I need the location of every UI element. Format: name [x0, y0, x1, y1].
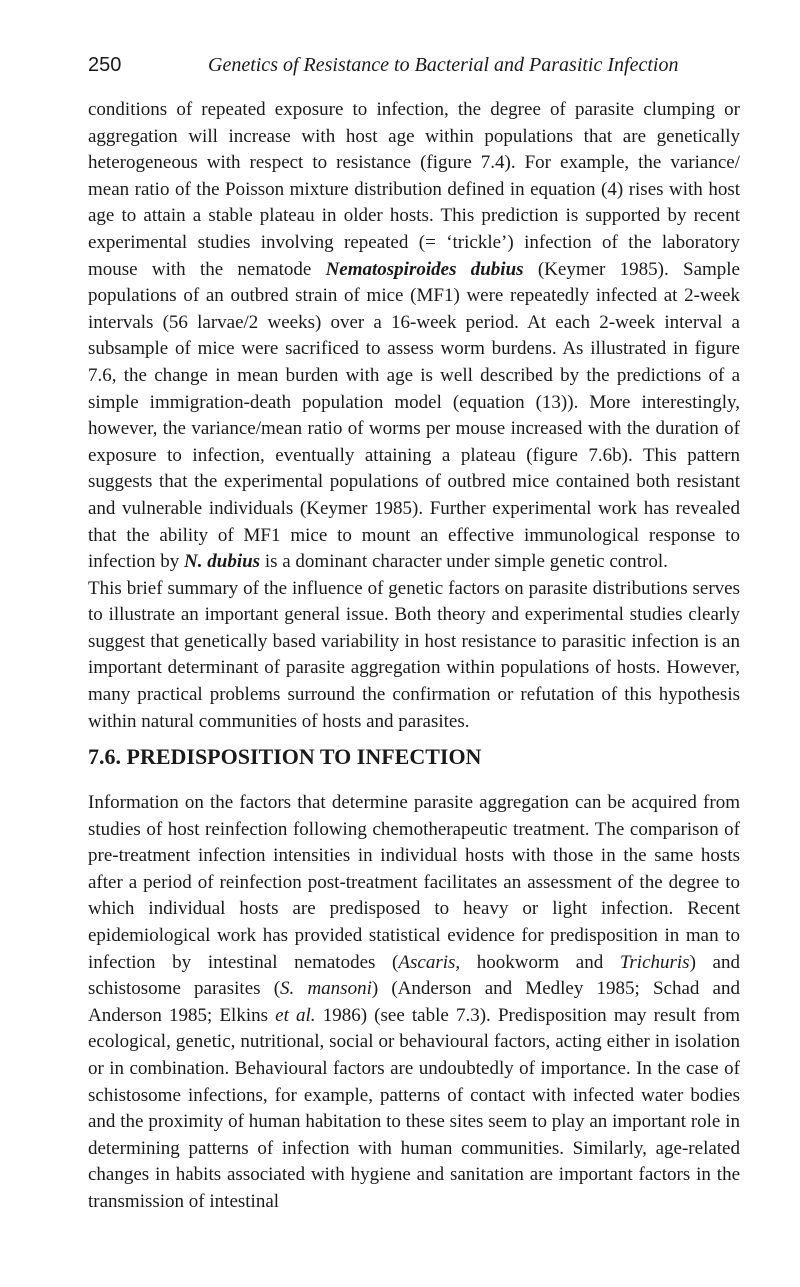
- genus-name: Ascaris,: [398, 951, 461, 973]
- section-heading: 7.6. PREDISPOSITION TO INFECTION: [88, 744, 482, 769]
- paragraph-1-text-a: conditions of repeated exposure to infection, the degree of parasite clumping or aggregation will increase with host age within populations that are genetically heterogeneous with respect to resistance (figure 7.4). For example, the variance/ mean ratio of the Poisson mixture distribution defined in equation (4) rises with host age to attain a stable plateau in older hosts. This prediction is supported by recent experimental studies involving repeated (= ‘trickle’) infection of the laboratory mouse with the nematode: [88, 99, 740, 280]
- paragraph-3-text-a: Information on the factors that determine parasite aggregation can be acquired from studies of host reinfection following chemotherapeutic treatment. The comparison of pre-treatment infection intensities in individual hosts with those in the same hosts after a period of reinfection post-treatment facilitates an assessment of the degree to which individual hosts are predisposed to heavy or light infection. Recent epidemiological work has provided statistical evidence for predisposition in man to infection by intestinal nematodes (: [88, 792, 740, 973]
- genus-name: Trichuris: [619, 951, 690, 973]
- paragraph-3-text-b: hookworm and: [460, 951, 620, 973]
- species-name: S. mansoni: [280, 978, 372, 1000]
- paragraph-1-text-b: (Keymer 1985). Sample populations of an outbred strain of mice (MF1) were repeatedly infected at 2-week intervals (56 larvae/2 weeks) over a 16-week period. At each 2-week interval a subsample of mice were sacrificed to assess worm burdens. As illustrated in figure 7.6, the change in mean burden with age is well described by the predictions of a simple immigration-death population model (equation (13)). More interestingly, however, the variance/mean ratio of worms per mouse increased with the duration of exposure to infection, eventually attaining a plateau (figure 7.6b). This pattern suggests that the experimental populations of outbred mice contained both resistant and vulnerable individuals (Keymer 1985). Further experimental work has revealed that the ability of MF1 mice to mount an effective immunological response to infection by: [88, 258, 740, 573]
- species-name: Nematospiroides dubius: [325, 258, 524, 280]
- page-header: [88, 50, 738, 80]
- paragraph-3-text-c: ) and schistosome parasites (: [88, 951, 740, 1000]
- species-name: N. dubius: [184, 551, 261, 573]
- paragraph-1-text-c: is a dominant character under simple genetic control.: [260, 551, 668, 573]
- paragraph-2: This brief summary of the influence of genetic factors on parasite distributions serves to illustrate an important general issue. Both theory and experimental studies clearly suggest that genetically based variability in host resistance to parasitic infection is an important determinant of parasite aggregation within populations of hosts. However, many practical problems surround the confirmation or refutation of this hypothesis within natural communities of hosts and parasites.: [88, 577, 740, 732]
- page-number: 250: [88, 54, 122, 76]
- paragraph-3-text-e: 1986) (see table 7.3). Predisposition may result from ecological, genetic, nutritional, social or behavioural factors, acting either in isolation or in combination. Behavioural factors are undoubtedly of importance. In the case of schistosome infections, for example, patterns of contact with infected water bodies and the proximity of human habitation to these sites seem to play an important role in determining patterns of infection with human communities. Similarly, age-related changes in habits associated with hygiene and sanitation are important factors in the transmission of intestinal: [88, 1004, 740, 1212]
- paragraph-3: [88, 790, 740, 1216]
- running-title: Genetics of Resistance to Bacterial and Parasitic Infection: [208, 54, 679, 76]
- paragraph-3-text-d: ) (Anderson and Medley 1985; Schad and Anderson 1985; Elkins: [88, 978, 740, 1026]
- et-al: et al.: [275, 1004, 316, 1026]
- paragraph-1: [88, 97, 740, 576]
- body-text-upper: [88, 97, 740, 735]
- body-text-lower: [88, 790, 740, 1216]
